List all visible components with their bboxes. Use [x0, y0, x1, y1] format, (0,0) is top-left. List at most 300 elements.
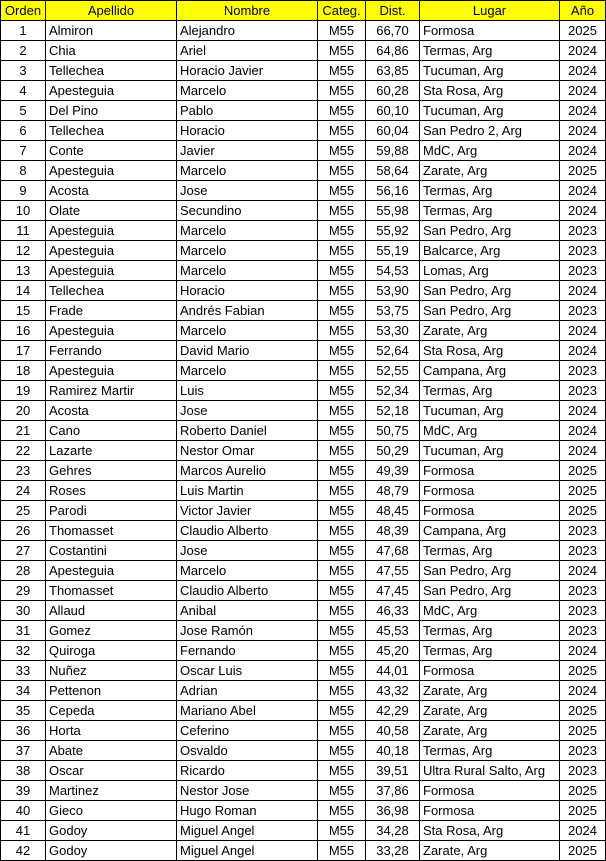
- cell-categ: M55: [318, 721, 366, 741]
- cell-anio: 2025: [560, 701, 606, 721]
- cell-lugar: Balcarce, Arg: [420, 241, 560, 261]
- cell-categ: M55: [318, 221, 366, 241]
- cell-categ: M55: [318, 781, 366, 801]
- cell-dist: 44,01: [366, 661, 420, 681]
- cell-apellido: Horta: [46, 721, 177, 741]
- cell-apellido: Almiron: [46, 21, 177, 41]
- cell-anio: 2024: [560, 441, 606, 461]
- cell-categ: M55: [318, 81, 366, 101]
- cell-dist: 33,28: [366, 841, 420, 861]
- cell-lugar: Zarate, Arg: [420, 701, 560, 721]
- cell-dist: 64,86: [366, 41, 420, 61]
- cell-anio: 2025: [560, 721, 606, 741]
- table-row: [1, 741, 606, 761]
- cell-apellido: Costantini: [46, 541, 177, 561]
- cell-apellido: Apesteguia: [46, 561, 177, 581]
- cell-categ: M55: [318, 121, 366, 141]
- cell-categ: M55: [318, 521, 366, 541]
- cell-apellido: Chia: [46, 41, 177, 61]
- cell-anio: 2024: [560, 81, 606, 101]
- cell-apellido: Apesteguia: [46, 241, 177, 261]
- cell-lugar: Lomas, Arg: [420, 261, 560, 281]
- cell-dist: 60,04: [366, 121, 420, 141]
- cell-orden: 4: [1, 81, 46, 101]
- cell-dist: 60,28: [366, 81, 420, 101]
- cell-dist: 53,30: [366, 321, 420, 341]
- cell-lugar: Formosa: [420, 781, 560, 801]
- cell-orden: 23: [1, 461, 46, 481]
- cell-orden: 11: [1, 221, 46, 241]
- table-row: [1, 561, 606, 581]
- cell-dist: 34,28: [366, 821, 420, 841]
- table-row: [1, 501, 606, 521]
- cell-nombre: Nestor Jose: [177, 781, 318, 801]
- cell-orden: 19: [1, 381, 46, 401]
- table-row: [1, 261, 606, 281]
- cell-dist: 53,90: [366, 281, 420, 301]
- table-body: [1, 21, 606, 861]
- cell-lugar: Termas, Arg: [420, 41, 560, 61]
- cell-dist: 54,53: [366, 261, 420, 281]
- cell-anio: 2024: [560, 121, 606, 141]
- cell-lugar: Termas, Arg: [420, 541, 560, 561]
- cell-orden: 21: [1, 421, 46, 441]
- table-row: [1, 321, 606, 341]
- cell-lugar: Formosa: [420, 481, 560, 501]
- cell-categ: M55: [318, 261, 366, 281]
- cell-categ: M55: [318, 401, 366, 421]
- cell-anio: 2023: [560, 741, 606, 761]
- cell-dist: 40,18: [366, 741, 420, 761]
- cell-apellido: Roses: [46, 481, 177, 501]
- table-row: [1, 521, 606, 541]
- cell-nombre: Nestor Omar: [177, 441, 318, 461]
- cell-apellido: Allaud: [46, 601, 177, 621]
- cell-categ: M55: [318, 181, 366, 201]
- cell-anio: 2023: [560, 621, 606, 641]
- cell-dist: 59,88: [366, 141, 420, 161]
- cell-anio: 2025: [560, 801, 606, 821]
- cell-apellido: Tellechea: [46, 61, 177, 81]
- cell-anio: 2024: [560, 181, 606, 201]
- cell-lugar: San Pedro, Arg: [420, 301, 560, 321]
- table-row: [1, 161, 606, 181]
- cell-dist: 50,75: [366, 421, 420, 441]
- cell-categ: M55: [318, 501, 366, 521]
- table-row: [1, 841, 606, 861]
- cell-nombre: Marcelo: [177, 361, 318, 381]
- cell-anio: 2023: [560, 261, 606, 281]
- cell-nombre: Marcelo: [177, 81, 318, 101]
- table-row: [1, 361, 606, 381]
- cell-categ: M55: [318, 561, 366, 581]
- cell-lugar: Formosa: [420, 501, 560, 521]
- cell-dist: 53,75: [366, 301, 420, 321]
- cell-categ: M55: [318, 361, 366, 381]
- cell-orden: 2: [1, 41, 46, 61]
- table-row: [1, 721, 606, 741]
- cell-nombre: Pablo: [177, 101, 318, 121]
- cell-orden: 10: [1, 201, 46, 221]
- cell-nombre: Jose: [177, 181, 318, 201]
- cell-anio: 2025: [560, 461, 606, 481]
- cell-lugar: San Pedro, Arg: [420, 581, 560, 601]
- table-row: [1, 341, 606, 361]
- cell-lugar: San Pedro, Arg: [420, 221, 560, 241]
- cell-apellido: Thomasset: [46, 581, 177, 601]
- cell-categ: M55: [318, 461, 366, 481]
- cell-categ: M55: [318, 621, 366, 641]
- cell-orden: 22: [1, 441, 46, 461]
- cell-orden: 12: [1, 241, 46, 261]
- cell-dist: 46,33: [366, 601, 420, 621]
- table-row: [1, 381, 606, 401]
- cell-anio: 2025: [560, 481, 606, 501]
- table-row: [1, 41, 606, 61]
- cell-nombre: Andrés Fabian: [177, 301, 318, 321]
- cell-nombre: Victor Javier: [177, 501, 318, 521]
- cell-categ: M55: [318, 21, 366, 41]
- cell-apellido: Apesteguia: [46, 321, 177, 341]
- cell-apellido: Acosta: [46, 401, 177, 421]
- cell-nombre: Horacio: [177, 281, 318, 301]
- header-nombre: Nombre: [177, 1, 318, 21]
- cell-dist: 47,55: [366, 561, 420, 581]
- cell-lugar: Termas, Arg: [420, 181, 560, 201]
- cell-nombre: Ceferino: [177, 721, 318, 741]
- cell-apellido: Pettenon: [46, 681, 177, 701]
- cell-apellido: Godoy: [46, 821, 177, 841]
- table-row: [1, 21, 606, 41]
- cell-categ: M55: [318, 161, 366, 181]
- cell-dist: 48,79: [366, 481, 420, 501]
- table-row: [1, 701, 606, 721]
- cell-dist: 49,39: [366, 461, 420, 481]
- cell-anio: 2023: [560, 361, 606, 381]
- cell-lugar: Formosa: [420, 801, 560, 821]
- header-row: [1, 1, 606, 21]
- cell-nombre: Marcelo: [177, 221, 318, 241]
- table-row: [1, 81, 606, 101]
- cell-orden: 32: [1, 641, 46, 661]
- cell-lugar: Tucuman, Arg: [420, 61, 560, 81]
- cell-lugar: Termas, Arg: [420, 741, 560, 761]
- cell-dist: 43,32: [366, 681, 420, 701]
- cell-nombre: Claudio Alberto: [177, 521, 318, 541]
- cell-dist: 48,45: [366, 501, 420, 521]
- cell-anio: 2023: [560, 221, 606, 241]
- cell-apellido: Thomasset: [46, 521, 177, 541]
- cell-dist: 55,98: [366, 201, 420, 221]
- cell-categ: M55: [318, 341, 366, 361]
- cell-orden: 36: [1, 721, 46, 741]
- cell-lugar: San Pedro, Arg: [420, 561, 560, 581]
- cell-orden: 20: [1, 401, 46, 421]
- table-row: [1, 661, 606, 681]
- cell-anio: 2024: [560, 341, 606, 361]
- table-row: [1, 641, 606, 661]
- cell-categ: M55: [318, 601, 366, 621]
- cell-apellido: Cepeda: [46, 701, 177, 721]
- cell-orden: 26: [1, 521, 46, 541]
- cell-nombre: Marcos Aurelio: [177, 461, 318, 481]
- cell-orden: 35: [1, 701, 46, 721]
- cell-orden: 7: [1, 141, 46, 161]
- cell-dist: 55,19: [366, 241, 420, 261]
- cell-apellido: Parodi: [46, 501, 177, 521]
- cell-orden: 13: [1, 261, 46, 281]
- cell-orden: 3: [1, 61, 46, 81]
- cell-nombre: Javier: [177, 141, 318, 161]
- cell-apellido: Olate: [46, 201, 177, 221]
- cell-orden: 5: [1, 101, 46, 121]
- cell-anio: 2025: [560, 501, 606, 521]
- cell-lugar: Sta Rosa, Arg: [420, 81, 560, 101]
- cell-dist: 52,34: [366, 381, 420, 401]
- table-row: [1, 181, 606, 201]
- cell-dist: 52,64: [366, 341, 420, 361]
- header-categ: Categ.: [318, 1, 366, 21]
- cell-dist: 47,45: [366, 581, 420, 601]
- cell-apellido: Gieco: [46, 801, 177, 821]
- cell-categ: M55: [318, 301, 366, 321]
- cell-apellido: Abate: [46, 741, 177, 761]
- cell-orden: 37: [1, 741, 46, 761]
- cell-apellido: Apesteguia: [46, 261, 177, 281]
- cell-lugar: Formosa: [420, 461, 560, 481]
- cell-anio: 2024: [560, 421, 606, 441]
- header-orden: Orden: [1, 1, 46, 21]
- cell-apellido: Oscar: [46, 761, 177, 781]
- table-row: [1, 441, 606, 461]
- cell-nombre: Jose: [177, 541, 318, 561]
- cell-dist: 40,58: [366, 721, 420, 741]
- cell-anio: 2023: [560, 381, 606, 401]
- cell-orden: 6: [1, 121, 46, 141]
- cell-lugar: MdC, Arg: [420, 141, 560, 161]
- table-row: [1, 621, 606, 641]
- cell-lugar: MdC, Arg: [420, 421, 560, 441]
- cell-lugar: MdC, Arg: [420, 601, 560, 621]
- cell-nombre: Claudio Alberto: [177, 581, 318, 601]
- cell-lugar: Zarate, Arg: [420, 681, 560, 701]
- cell-nombre: Ricardo: [177, 761, 318, 781]
- cell-anio: 2025: [560, 161, 606, 181]
- cell-categ: M55: [318, 701, 366, 721]
- cell-dist: 37,86: [366, 781, 420, 801]
- cell-categ: M55: [318, 681, 366, 701]
- cell-nombre: Miguel Angel: [177, 821, 318, 841]
- cell-nombre: Jose Ramón: [177, 621, 318, 641]
- cell-nombre: Luis: [177, 381, 318, 401]
- cell-dist: 56,16: [366, 181, 420, 201]
- cell-lugar: Formosa: [420, 661, 560, 681]
- table-row: [1, 301, 606, 321]
- cell-nombre: Anibal: [177, 601, 318, 621]
- cell-nombre: Miguel Angel: [177, 841, 318, 861]
- cell-apellido: Quiroga: [46, 641, 177, 661]
- cell-anio: 2024: [560, 321, 606, 341]
- table-row: [1, 781, 606, 801]
- cell-lugar: Zarate, Arg: [420, 841, 560, 861]
- table-row: [1, 401, 606, 421]
- cell-categ: M55: [318, 581, 366, 601]
- cell-apellido: Ramirez Martir: [46, 381, 177, 401]
- cell-anio: 2023: [560, 521, 606, 541]
- cell-orden: 39: [1, 781, 46, 801]
- cell-orden: 16: [1, 321, 46, 341]
- cell-apellido: Apesteguia: [46, 361, 177, 381]
- cell-dist: 45,53: [366, 621, 420, 641]
- cell-nombre: Fernando: [177, 641, 318, 661]
- cell-categ: M55: [318, 541, 366, 561]
- cell-dist: 55,92: [366, 221, 420, 241]
- cell-nombre: Roberto Daniel: [177, 421, 318, 441]
- cell-categ: M55: [318, 201, 366, 221]
- cell-anio: 2024: [560, 141, 606, 161]
- cell-dist: 48,39: [366, 521, 420, 541]
- cell-orden: 31: [1, 621, 46, 641]
- cell-orden: 27: [1, 541, 46, 561]
- cell-orden: 28: [1, 561, 46, 581]
- cell-nombre: Marcelo: [177, 321, 318, 341]
- cell-nombre: Hugo Roman: [177, 801, 318, 821]
- cell-dist: 58,64: [366, 161, 420, 181]
- cell-dist: 50,29: [366, 441, 420, 461]
- table-row: [1, 101, 606, 121]
- table-row: [1, 461, 606, 481]
- cell-lugar: Termas, Arg: [420, 621, 560, 641]
- cell-apellido: Gehres: [46, 461, 177, 481]
- cell-anio: 2024: [560, 201, 606, 221]
- cell-categ: M55: [318, 821, 366, 841]
- cell-orden: 42: [1, 841, 46, 861]
- cell-apellido: Martinez: [46, 781, 177, 801]
- cell-dist: 63,85: [366, 61, 420, 81]
- cell-anio: 2024: [560, 401, 606, 421]
- cell-lugar: Campana, Arg: [420, 361, 560, 381]
- cell-anio: 2024: [560, 561, 606, 581]
- cell-orden: 38: [1, 761, 46, 781]
- cell-anio: 2023: [560, 301, 606, 321]
- cell-categ: M55: [318, 421, 366, 441]
- cell-orden: 8: [1, 161, 46, 181]
- table-row: [1, 201, 606, 221]
- cell-dist: 42,29: [366, 701, 420, 721]
- cell-categ: M55: [318, 761, 366, 781]
- cell-anio: 2024: [560, 281, 606, 301]
- table-row: [1, 541, 606, 561]
- cell-lugar: Termas, Arg: [420, 381, 560, 401]
- cell-nombre: Luis Martin: [177, 481, 318, 501]
- cell-apellido: Apesteguia: [46, 221, 177, 241]
- cell-orden: 24: [1, 481, 46, 501]
- cell-lugar: Zarate, Arg: [420, 721, 560, 741]
- table-row: [1, 61, 606, 81]
- cell-nombre: Jose: [177, 401, 318, 421]
- cell-anio: 2024: [560, 821, 606, 841]
- cell-apellido: Tellechea: [46, 281, 177, 301]
- table-row: [1, 761, 606, 781]
- cell-lugar: Sta Rosa, Arg: [420, 341, 560, 361]
- header-lugar: Lugar: [420, 1, 560, 21]
- cell-categ: M55: [318, 61, 366, 81]
- cell-lugar: Ultra Rural Salto, Arg: [420, 761, 560, 781]
- cell-apellido: Cano: [46, 421, 177, 441]
- cell-orden: 25: [1, 501, 46, 521]
- cell-lugar: San Pedro, Arg: [420, 281, 560, 301]
- cell-lugar: Sta Rosa, Arg: [420, 821, 560, 841]
- cell-nombre: Marcelo: [177, 261, 318, 281]
- cell-apellido: Del Pino: [46, 101, 177, 121]
- cell-orden: 30: [1, 601, 46, 621]
- header-anio: Año: [560, 1, 606, 21]
- cell-nombre: Ariel: [177, 41, 318, 61]
- cell-anio: 2023: [560, 541, 606, 561]
- cell-anio: 2023: [560, 761, 606, 781]
- cell-anio: 2025: [560, 781, 606, 801]
- cell-nombre: Alejandro: [177, 21, 318, 41]
- cell-anio: 2023: [560, 581, 606, 601]
- cell-anio: 2025: [560, 661, 606, 681]
- table-row: [1, 221, 606, 241]
- cell-apellido: Acosta: [46, 181, 177, 201]
- table-row: [1, 121, 606, 141]
- cell-categ: M55: [318, 41, 366, 61]
- cell-dist: 47,68: [366, 541, 420, 561]
- cell-orden: 18: [1, 361, 46, 381]
- cell-dist: 60,10: [366, 101, 420, 121]
- cell-categ: M55: [318, 101, 366, 121]
- cell-dist: 39,51: [366, 761, 420, 781]
- cell-anio: 2024: [560, 101, 606, 121]
- table-row: [1, 141, 606, 161]
- cell-lugar: Campana, Arg: [420, 521, 560, 541]
- table-row: [1, 241, 606, 261]
- cell-lugar: Termas, Arg: [420, 201, 560, 221]
- cell-categ: M55: [318, 441, 366, 461]
- cell-orden: 40: [1, 801, 46, 821]
- cell-apellido: Gomez: [46, 621, 177, 641]
- cell-orden: 15: [1, 301, 46, 321]
- cell-apellido: Conte: [46, 141, 177, 161]
- cell-dist: 66,70: [366, 21, 420, 41]
- cell-categ: M55: [318, 241, 366, 261]
- cell-nombre: Marcelo: [177, 241, 318, 261]
- cell-anio: 2023: [560, 601, 606, 621]
- cell-apellido: Frade: [46, 301, 177, 321]
- cell-nombre: Horacio Javier: [177, 61, 318, 81]
- cell-categ: M55: [318, 801, 366, 821]
- cell-anio: 2024: [560, 681, 606, 701]
- table-row: [1, 821, 606, 841]
- cell-lugar: Zarate, Arg: [420, 161, 560, 181]
- cell-nombre: Marcelo: [177, 161, 318, 181]
- cell-categ: M55: [318, 841, 366, 861]
- cell-apellido: Tellechea: [46, 121, 177, 141]
- cell-orden: 17: [1, 341, 46, 361]
- cell-nombre: Marcelo: [177, 561, 318, 581]
- cell-orden: 33: [1, 661, 46, 681]
- cell-lugar: Tucuman, Arg: [420, 441, 560, 461]
- cell-nombre: Adrian: [177, 681, 318, 701]
- cell-lugar: Formosa: [420, 21, 560, 41]
- cell-nombre: Secundino: [177, 201, 318, 221]
- cell-apellido: Apesteguia: [46, 161, 177, 181]
- cell-orden: 1: [1, 21, 46, 41]
- cell-categ: M55: [318, 381, 366, 401]
- cell-orden: 29: [1, 581, 46, 601]
